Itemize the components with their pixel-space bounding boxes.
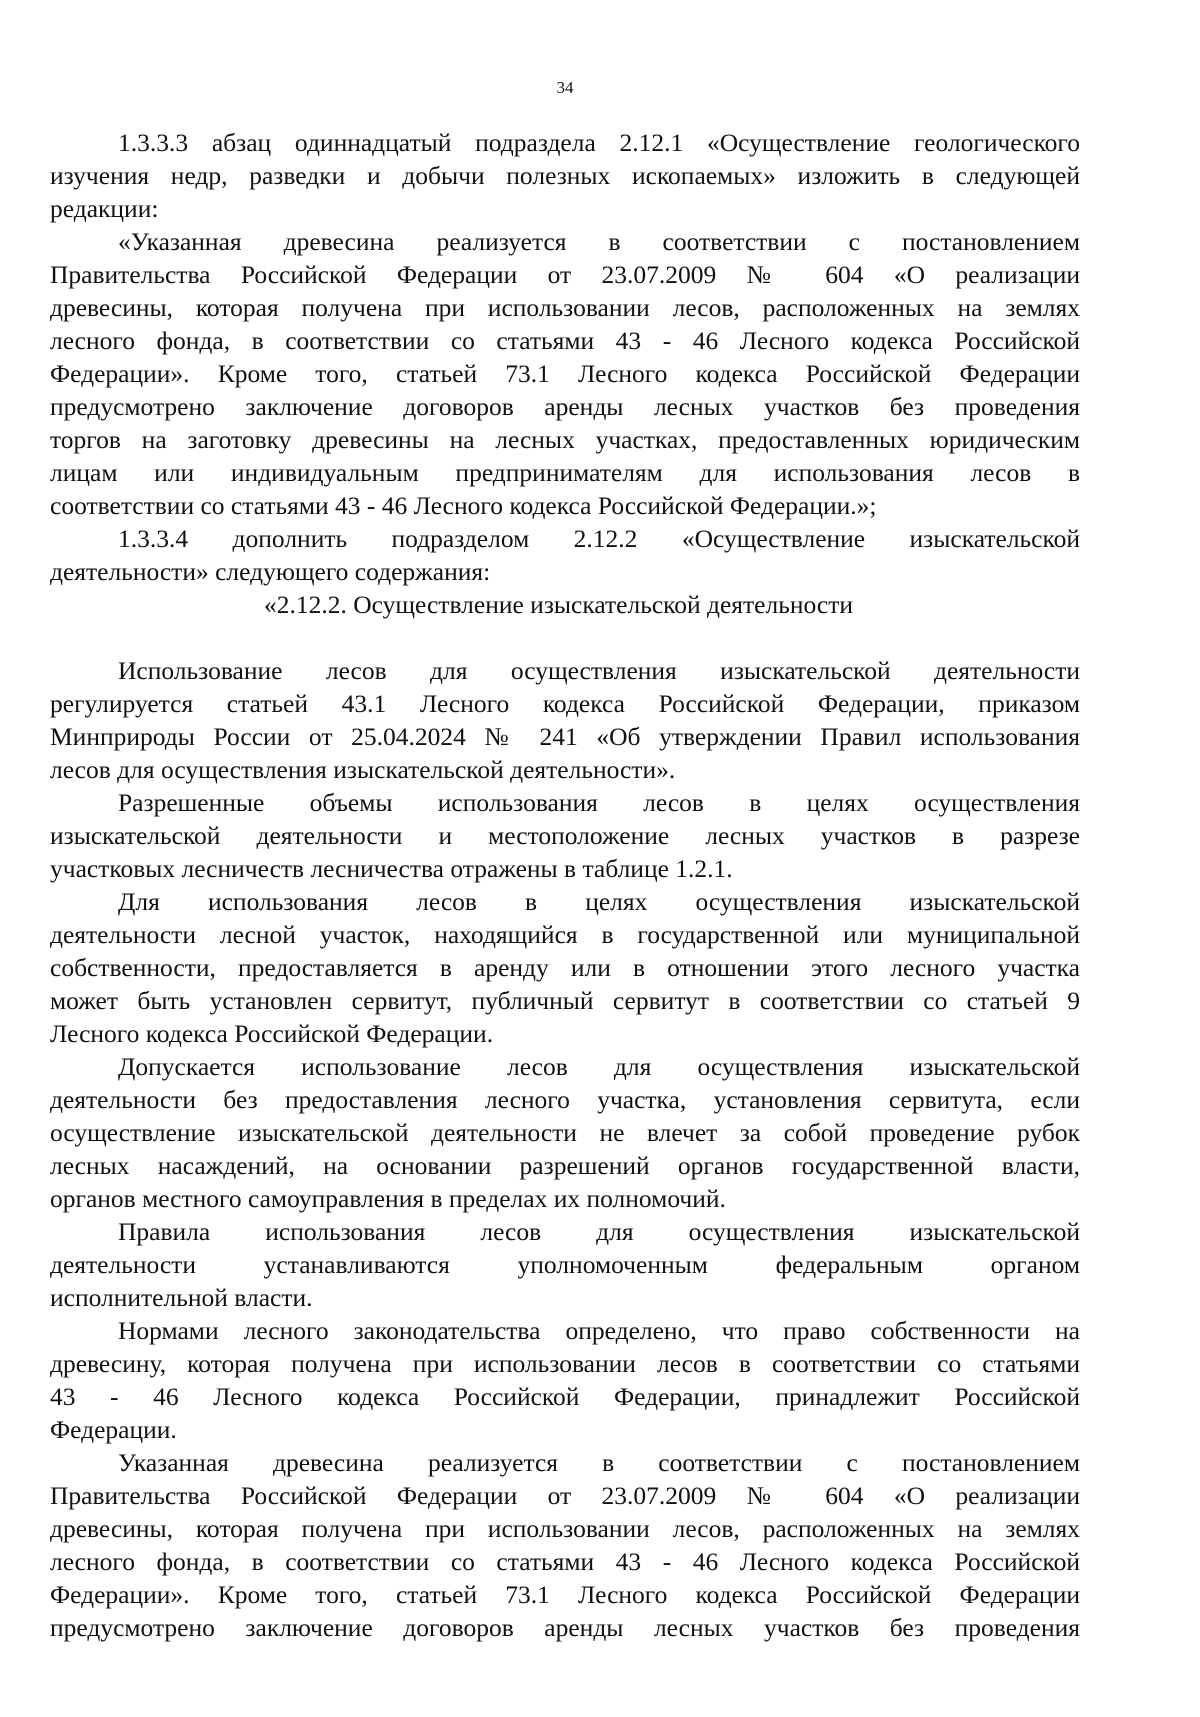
text-line: 1.3.3.3 абзац одиннадцатый подраздела 2.12.1 «Осуществление геологического	[118, 128, 1080, 157]
text-line: лесных насаждений, на основании разрешений органов государственной власти,	[50, 1151, 1080, 1180]
text-line: «Указанная древесина реализуется в соответствии с постановлением	[118, 227, 1080, 256]
text-line: деятельности лесной участок, находящийся в государственной или муниципальной	[50, 920, 1080, 949]
text-line: древесины, которая получена при использовании лесов, расположенных на землях	[50, 293, 1080, 322]
text-line: Разрешенные объемы использования лесов в целях осуществления	[118, 788, 1080, 817]
text-line: осуществление изыскательской деятельности не влечет за собой проведение рубок	[50, 1118, 1080, 1147]
text-line: деятельности» следующего содержания:	[50, 557, 491, 586]
text-line: Федерации». Кроме того, статьей 73.1 Лесного кодекса Российской Федерации	[50, 1580, 1080, 1609]
text-line: изыскательской деятельности и местоположение лесных участков в разрезе	[50, 821, 1080, 850]
text-line: Лесного кодекса Российской Федерации.	[50, 1019, 494, 1048]
text-line: Федерации». Кроме того, статьей 73.1 Лесного кодекса Российской Федерации	[50, 359, 1080, 388]
text-line: органов местного самоуправления в пределах их полномочий.	[50, 1184, 726, 1213]
text-line: 1.3.3.4 дополнить подразделом 2.12.2 «Осуществление изыскательской	[118, 524, 1080, 553]
text-line: может быть установлен сервитут, публичный сервитут в соответствии со статьей 9	[50, 986, 1080, 1015]
text-line: Нормами лесного законодательства определено, что право собственности на	[118, 1316, 1080, 1345]
blank-line	[50, 621, 1080, 654]
text-line: Правительства Российской Федерации от 23.07.2009 № 604 «О реализации	[50, 260, 1080, 289]
text-line: Использование лесов для осуществления изыскательской деятельности	[118, 656, 1080, 685]
text-line: Указанная древесина реализуется в соответствии с постановлением	[118, 1448, 1080, 1477]
text-line: участковых лесничеств лесничества отражены в таблице 1.2.1.	[50, 854, 733, 883]
text-line: собственности, предоставляется в аренду или в отношении этого лесного участка	[50, 953, 1080, 982]
text-line: предусмотрено заключение договоров аренды лесных участков без проведения	[50, 392, 1080, 421]
page-number: 34	[556, 78, 574, 97]
text-line: изучения недр, разведки и добычи полезных ископаемых» изложить в следующей	[50, 161, 1080, 190]
text-line: соответствии со статьями 43 - 46 Лесного кодекса Российской Федерации.»;	[50, 491, 877, 520]
text-line: Минприроды России от 25.04.2024 № 241 «Об утверждении Правил использования	[50, 722, 1080, 751]
text-line: лесов для осуществления изыскательской деятельности».	[50, 755, 676, 784]
text-line: исполнительной власти.	[50, 1283, 313, 1312]
text-line: Допускается использование лесов для осуществления изыскательской	[118, 1052, 1080, 1081]
text-line: Правила использования лесов для осуществления изыскательской	[118, 1217, 1080, 1246]
text-line: редакции:	[50, 194, 159, 223]
text-line: деятельности устанавливаются уполномоченным федеральным органом	[50, 1250, 1080, 1279]
text-line: Федерации.	[50, 1415, 177, 1444]
text-line: деятельности без предоставления лесного участка, установления сервитута, если	[50, 1085, 1080, 1114]
section-heading: «2.12.2. Осуществление изыскательской деятельности	[264, 590, 853, 619]
text-line: 43 - 46 Лесного кодекса Российской Федерации, принадлежит Российской	[50, 1382, 1080, 1411]
text-line: древесины, которая получена при использовании лесов, расположенных на землях	[50, 1514, 1080, 1543]
text-line: регулируется статьей 43.1 Лесного кодекса Российской Федерации, приказом	[50, 689, 1080, 718]
text-line: Правительства Российской Федерации от 23.07.2009 № 604 «О реализации	[50, 1481, 1080, 1510]
text-line: лесного фонда, в соответствии со статьями 43 - 46 Лесного кодекса Российской	[50, 326, 1080, 355]
text-line: лицам или индивидуальным предпринимателям для использования лесов в	[50, 458, 1080, 487]
text-line: древесину, которая получена при использовании лесов в соответствии со статьями	[50, 1349, 1080, 1378]
text-line: Для использования лесов в целях осуществления изыскательской	[118, 887, 1080, 916]
text-line: торгов на заготовку древесины на лесных участках, предоставленных юридическим	[50, 425, 1080, 454]
text-line: лесного фонда, в соответствии со статьями 43 - 46 Лесного кодекса Российской	[50, 1547, 1080, 1576]
document-body	[50, 126, 1080, 1644]
text-line: предусмотрено заключение договоров аренды лесных участков без проведения	[50, 1613, 1080, 1642]
